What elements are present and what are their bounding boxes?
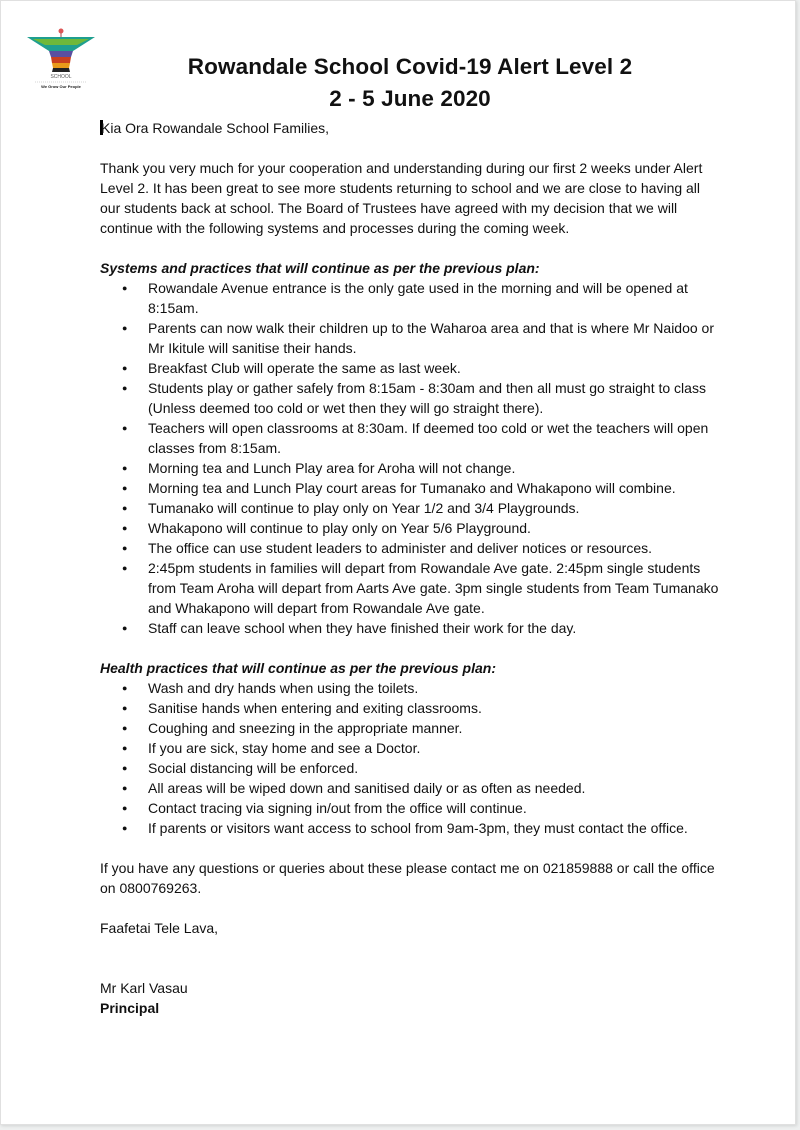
list-item: ● Tumanako will continue to play only on Year 1/2 and 3/4 Playgrounds. [100, 498, 720, 518]
list-item: ● Social distancing will be enforced. [100, 758, 720, 778]
systems-heading: Systems and practices that will continue as per the previous plan: [100, 260, 540, 276]
systems-list [100, 278, 720, 638]
list-item: ● Parents can now walk their children up to the Waharoa area and that is where Mr Naidoo or Mr Ikitule will sanitise their hands. [100, 318, 720, 358]
health-heading: Health practices that will continue as per the previous plan: [100, 660, 496, 676]
list-item: ● Students play or gather safely from 8:15am - 8:30am and then all must go straight to class (Unless deemed too cold or wet then they will go straight there). [100, 378, 720, 418]
list-item: ● If you are sick, stay home and see a Doctor. [100, 738, 720, 758]
list-item: ● Morning tea and Lunch Play court areas for Tumanako and Whakapono will combine. [100, 478, 720, 498]
closing: Faafetai Tele Lava, [100, 920, 219, 936]
title-line-1: Rowandale School Covid-19 Alert Level 2 [187, 54, 633, 79]
list-item: ● Whakapono will continue to play only on Year 5/6 Playground. [100, 518, 720, 538]
document-body [100, 118, 720, 1018]
list-item: ● 2:45pm students in families will depart from Rowandale Ave gate. 2:45pm single students from Team Aroha will depart from Aarts Ave gate. 3pm single students from Team Tumanako and Whakapono will depart from Rowandale Ave gate. [100, 558, 720, 618]
list-item: ● The office can use student leaders to administer and deliver notices or resources. [100, 538, 720, 558]
list-item: ● Wash and dry hands when using the toilets. [100, 678, 720, 698]
intro-paragraph: Thank you very much for your cooperation and understanding during our first 2 weeks under Alert Level 2. It has been great to see more students returning to school and we are close to having all our students back at school. The Board of Trustees have agreed with my decision that we will continue with the following systems and processes during the coming week. [100, 160, 703, 236]
svg-text:We Grow Our People: We Grow Our People [41, 84, 81, 89]
signature-role: Principal [100, 1000, 160, 1016]
list-item: ● Staff can leave school when they have finished their work for the day. [100, 618, 720, 638]
document-title [1, 51, 800, 115]
contact-paragraph: If you have any questions or queries about these please contact me on 021859888 or call the office on 0800769263. [100, 860, 715, 896]
list-item: ● Sanitise hands when entering and exiting classrooms. [100, 698, 720, 718]
svg-text:SCHOOL: SCHOOL [50, 74, 72, 80]
list-item: ● Teachers will open classrooms at 8:30am. If deemed too cold or wet the teachers will open classes from 8:15am. [100, 418, 720, 458]
list-item: ● Rowandale Avenue entrance is the only gate used in the morning and will be opened at 8:15am. [100, 278, 720, 318]
list-item: ● All areas will be wiped down and sanitised daily or as often as needed. [100, 778, 720, 798]
list-item: ● Breakfast Club will operate the same as last week. [100, 358, 720, 378]
list-item: ● If parents or visitors want access to school from 9am-3pm, they must contact the office. [100, 818, 720, 838]
list-item: ● Contact tracing via signing in/out from the office will continue. [100, 798, 720, 818]
list-item: ● Coughing and sneezing in the appropriate manner. [100, 718, 720, 738]
list-item: ● Morning tea and Lunch Play area for Aroha will not change. [100, 458, 720, 478]
health-list [100, 678, 720, 838]
signature-name: Mr Karl Vasau [100, 980, 188, 996]
title-line-2: 2 - 5 June 2020 [329, 86, 491, 111]
greeting[interactable]: Kia Ora Rowandale School Families, [101, 120, 329, 136]
